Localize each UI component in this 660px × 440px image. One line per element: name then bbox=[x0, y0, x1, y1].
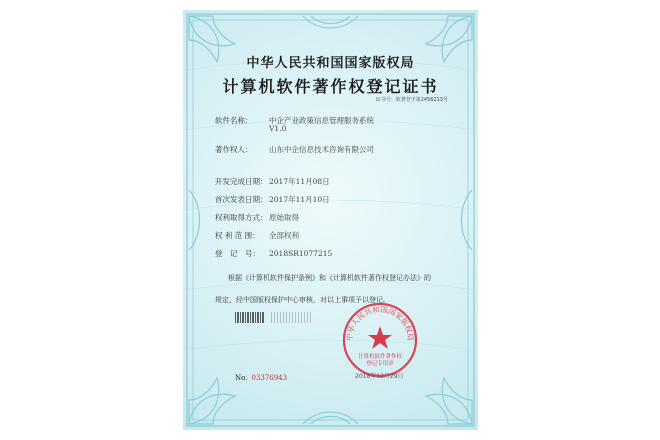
certificate bbox=[183, 10, 478, 430]
field-label: 权利取得方式： bbox=[215, 213, 268, 222]
field-publish-date bbox=[215, 194, 330, 205]
barcode bbox=[235, 312, 265, 323]
field-scope bbox=[215, 230, 299, 241]
seal-subtext-2: 登记专用章 bbox=[366, 361, 394, 367]
seal-arc-text: 中华人民共和国国家版权局 bbox=[344, 304, 416, 342]
field-dev-date bbox=[215, 176, 330, 187]
issuer-title: 中华人民共和国国家版权局 bbox=[246, 56, 415, 71]
field-label: 权 利 范 围： bbox=[215, 231, 260, 240]
statement-line-2: 规定，经中国版权保护中心审核，对以上事项予以登记。 bbox=[215, 296, 390, 304]
serial-value: 03376943 bbox=[251, 374, 288, 382]
official-seal bbox=[340, 300, 420, 380]
certificate-title: 计算机软件著作权登记证书 bbox=[222, 77, 439, 96]
barcode-secondary bbox=[271, 312, 311, 323]
field-software-name bbox=[215, 115, 374, 126]
field-label: 著作权人： bbox=[215, 145, 253, 154]
field-value: 2018SR1077215 bbox=[269, 249, 333, 258]
seal-date: 2018年12月29日 bbox=[355, 373, 404, 380]
field-value: 2017年11月10日 bbox=[269, 195, 330, 204]
field-label: 首次发表日期： bbox=[215, 195, 268, 204]
field-value: 全部权利 bbox=[269, 231, 299, 240]
field-reg-number bbox=[215, 248, 332, 259]
field-label: 登 记 号： bbox=[215, 249, 260, 258]
field-value: 原始取得 bbox=[269, 213, 299, 222]
serial-label: No. bbox=[235, 374, 248, 382]
field-owner bbox=[215, 144, 374, 155]
field-value: 2017年11月08日 bbox=[269, 177, 330, 186]
field-value: V1.0 bbox=[269, 124, 287, 133]
field-acquisition bbox=[215, 212, 299, 223]
field-value: 中企产业政策信息管理服务系统 bbox=[269, 116, 374, 125]
seal-subtext-1: 计算机软件著作权 bbox=[357, 354, 403, 360]
field-software-version bbox=[269, 124, 286, 133]
field-label: 软件名称： bbox=[215, 116, 253, 125]
serial-number bbox=[235, 374, 287, 382]
statement-line-1: 根据《计算机软件保护条例》和《计算机软件著作权登记办法》的 bbox=[228, 274, 431, 282]
certificate-number: 证书号：软著登字第2456213号 bbox=[375, 97, 448, 103]
field-label: 开发完成日期： bbox=[215, 177, 268, 186]
field-value: 山东中企信息技术咨询有限公司 bbox=[269, 145, 374, 154]
